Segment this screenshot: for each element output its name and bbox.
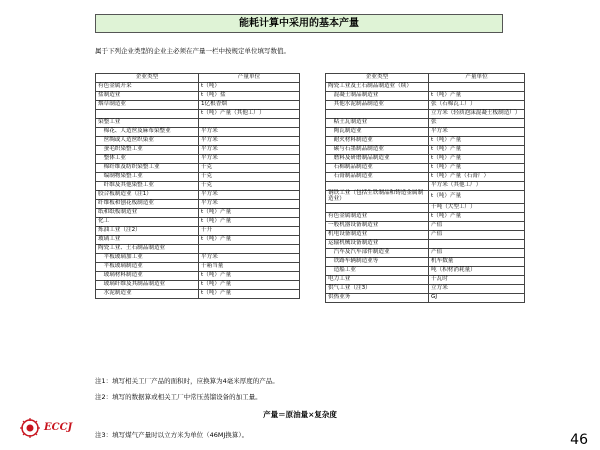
output-unit-cell: 平方米 — [199, 137, 300, 146]
table-row — [96, 128, 300, 137]
output-unit-cell: 平方米 — [429, 128, 525, 137]
table-row — [96, 254, 300, 263]
header-unit: 产量单位 — [199, 74, 300, 83]
table-row — [96, 227, 300, 236]
table-row — [96, 245, 300, 254]
industry-type-cell: 汽车及汽车部件制造业 — [326, 248, 429, 257]
industry-type-cell: 化工 — [96, 218, 199, 227]
table-row — [96, 272, 300, 281]
table-row — [326, 92, 525, 101]
table-row — [96, 263, 300, 272]
table-row — [326, 173, 525, 182]
note-2: 注2：填写的数据算或相关工厂中常压蒸馏设备的加工量。 — [95, 393, 262, 401]
output-unit-cell: 张（石棉瓦工厂） — [429, 101, 525, 110]
header-type: 企业类型 — [326, 74, 429, 83]
industry-type-cell — [326, 203, 429, 212]
table-row — [326, 110, 525, 119]
intro-text: 属于下列企业类型的企业主必须在产量一栏中按规定单位填写数值。 — [95, 47, 290, 55]
output-unit-cell: 产值 — [429, 248, 525, 257]
industry-type-cell: 炼油工业（注2） — [96, 227, 199, 236]
output-unit-cell: 张 — [429, 119, 525, 128]
output-unit-cell: t（吨）产量 — [199, 281, 300, 290]
output-unit-cell: 立方米（轻质泡沫混凝土板制造厂） — [429, 110, 525, 119]
table-row — [326, 221, 525, 230]
output-unit-cell: t（吨）产量（石膏厂） — [429, 173, 525, 182]
industry-type-cell: 钢铁工业（包括生铁制品和铸造金属制造业） — [326, 191, 429, 204]
output-unit-cell: 机车数量 — [429, 257, 525, 266]
industry-type-cell: 其他水泥制品制造业 — [326, 101, 429, 110]
industry-type-cell: 供气工业（注3） — [326, 284, 429, 293]
output-unit-cell: 平方米（其他工厂） — [429, 182, 525, 191]
output-unit-cell: 平方米 — [199, 200, 300, 209]
industry-type-cell — [326, 110, 429, 119]
industry-type-cell: 混凝土制品制造业 — [326, 92, 429, 101]
industry-type-cell: 机电设备制造业 — [326, 230, 429, 239]
output-unit-cell: 千吨（大型工厂） — [429, 203, 525, 212]
table-row — [96, 182, 300, 191]
industry-type-cell: 平板玻璃制造业 — [96, 263, 199, 272]
table-row — [326, 293, 525, 302]
industry-type-cell: 石膏制品制造业 — [326, 173, 429, 182]
output-unit-cell: t（吨）产量 — [199, 218, 300, 227]
formula: 产量＝原油量×复杂度 — [263, 410, 337, 419]
industry-type-cell: 陶瓷工业、土石制品制造业 — [96, 245, 199, 254]
note-3: 注3：填写煤气产量时以立方米为单位（46MJ换算）。 — [95, 431, 249, 439]
output-unit-cell: 千升 — [199, 227, 300, 236]
industry-type-cell: 陶瓦制造业 — [326, 128, 429, 137]
output-unit-cell — [199, 119, 300, 128]
industry-type-cell: 磨料及研磨制品制造业 — [326, 155, 429, 164]
output-unit-cell: 1亿根香烟 — [199, 101, 300, 110]
table-row — [326, 230, 525, 239]
industry-type-cell: 石棉制品制造业 — [326, 164, 429, 173]
industry-type-cell: 碳与石墨制品制造业 — [326, 146, 429, 155]
output-unit-cell: 平方米 — [199, 191, 300, 200]
output-unit-cell: t（吨）产量 — [199, 272, 300, 281]
table-row — [96, 155, 300, 164]
industry-type-cell: 染整工业 — [96, 119, 199, 128]
industry-type-cell: 粘土瓦制造业 — [326, 119, 429, 128]
output-unit-cell: 千箱当量 — [199, 263, 300, 272]
output-unit-cell: t（吨）产量 — [429, 191, 525, 204]
table-header-row — [96, 74, 300, 83]
industry-type-cell: 平板玻璃加工业 — [96, 254, 199, 263]
output-unit-cell: t（吨）产量 — [429, 137, 525, 146]
output-unit-cell: 吨（积材消耗量） — [429, 266, 525, 275]
output-unit-cell: t（吨） — [199, 83, 300, 92]
page-title: 能耗计算中采用的基本产量 — [95, 14, 503, 33]
industry-type-cell: 陶瓷工业及土石制品制造业（续） — [326, 83, 429, 92]
table-row — [96, 290, 300, 299]
output-unit-cell: 千克 — [199, 182, 300, 191]
table-row — [326, 203, 525, 212]
output-unit-cell: 平方米 — [199, 146, 300, 155]
table-row — [326, 275, 525, 284]
table-row — [96, 281, 300, 290]
industry-type-cell: 棉花、人造丝及麻布染整业 — [96, 128, 199, 137]
table-row — [326, 128, 525, 137]
table-row — [326, 146, 525, 155]
table-row — [326, 212, 525, 221]
output-unit-cell: 平方米 — [199, 128, 300, 137]
industry-type-cell: 蚕毛织染整工业 — [96, 146, 199, 155]
industry-type-cell: 整体工业 — [96, 155, 199, 164]
table-row — [326, 284, 525, 293]
industry-type-cell: 盐制造业 — [96, 92, 199, 101]
table-row — [96, 173, 300, 182]
right-table — [325, 73, 525, 303]
industry-type-cell: 玻璃工业 — [96, 236, 199, 245]
industry-type-cell: 运输机械设备制造业 — [326, 239, 429, 248]
table-row — [96, 137, 300, 146]
industry-type-cell: 纤维及其他染整工业 — [96, 182, 199, 191]
industry-type-cell: 一般机器设备制造业 — [326, 221, 429, 230]
industry-type-cell: 铁路车辆制造业等 — [326, 257, 429, 266]
industry-type-cell: 供热业务 — [326, 293, 429, 302]
output-unit-cell: t（吨）产量 — [199, 236, 300, 245]
output-unit-cell: 立方米 — [429, 284, 525, 293]
table-row — [326, 248, 525, 257]
table-row — [326, 119, 525, 128]
header-type: 企业类型 — [96, 74, 199, 83]
output-unit-cell: t（吨）产量 — [429, 155, 525, 164]
table-row — [96, 146, 300, 155]
table-row — [326, 257, 525, 266]
output-unit-cell — [429, 239, 525, 248]
table-row — [326, 137, 525, 146]
output-unit-cell: GJ — [429, 293, 525, 302]
output-unit-cell: t（吨）产量（其他工厂） — [199, 110, 300, 119]
output-unit-cell: t（吨）产量 — [429, 92, 525, 101]
output-unit-cell — [429, 83, 525, 92]
output-unit-cell: 千克 — [199, 173, 300, 182]
left-table — [95, 73, 300, 299]
header-unit: 产量单位 — [429, 74, 525, 83]
output-unit-cell: t（吨）盐 — [199, 92, 300, 101]
industry-type-cell: 有色金属开采 — [96, 83, 199, 92]
table-row — [96, 101, 300, 110]
output-unit-cell: 千克 — [199, 164, 300, 173]
industry-type-cell: 造船工业 — [326, 266, 429, 275]
industry-type-cell: 丝绸或人造丝织染业 — [96, 137, 199, 146]
table-row — [326, 164, 525, 173]
output-unit-cell: t（吨）产量 — [429, 146, 525, 155]
logo-text: ECCJ — [44, 422, 73, 433]
table-header-row — [326, 74, 525, 83]
table-row — [326, 83, 525, 92]
page-number: 46 — [570, 432, 588, 448]
industry-type-cell: 纸和纸板制造业 — [96, 209, 199, 218]
industry-type-cell: 胶合板制造业（注1） — [96, 191, 199, 200]
table-row — [96, 236, 300, 245]
industry-type-cell: 棉纤维及纺织染整工业 — [96, 164, 199, 173]
table-row — [96, 110, 300, 119]
industry-type-cell: 纤维板和刨花板制造业 — [96, 200, 199, 209]
note-1: 注1：填写相关工厂产品的面积时，应换算为4毫米厚度的产品。 — [95, 377, 279, 385]
table-row — [96, 218, 300, 227]
table-row — [326, 266, 525, 275]
table-row — [96, 92, 300, 101]
output-unit-cell — [199, 245, 300, 254]
output-unit-cell: t（吨）产量 — [199, 209, 300, 218]
industry-type-cell: 编制物染整工业 — [96, 173, 199, 182]
table-row — [96, 83, 300, 92]
industry-type-cell: 玻璃纤维及其制品制造业 — [96, 281, 199, 290]
output-unit-cell: 平方米 — [199, 254, 300, 263]
industry-type-cell: 有色金属制造业 — [326, 212, 429, 221]
output-unit-cell: t（吨）产量 — [429, 164, 525, 173]
industry-type-cell: 电力工业 — [326, 275, 429, 284]
industry-type-cell: 耐火材料制造业 — [326, 137, 429, 146]
table-row — [326, 191, 525, 204]
industry-type-cell: 水泥制造业 — [96, 290, 199, 299]
table-row — [326, 239, 525, 248]
table-row — [96, 119, 300, 128]
output-unit-cell: t（吨）产量 — [429, 212, 525, 221]
table-row — [96, 200, 300, 209]
output-unit-cell: t（吨）产量 — [199, 290, 300, 299]
output-unit-cell: 产值 — [429, 230, 525, 239]
industry-type-cell: 烟草制造业 — [96, 101, 199, 110]
industry-type-cell: 玻璃材料制造业 — [96, 272, 199, 281]
industry-type-cell — [96, 110, 199, 119]
table-row — [96, 209, 300, 218]
table-row — [96, 164, 300, 173]
table-row — [326, 155, 525, 164]
table-row — [96, 191, 300, 200]
output-unit-cell: 平方米 — [199, 155, 300, 164]
output-unit-cell: 千瓦时 — [429, 275, 525, 284]
table-row — [326, 101, 525, 110]
output-unit-cell: 产值 — [429, 221, 525, 230]
